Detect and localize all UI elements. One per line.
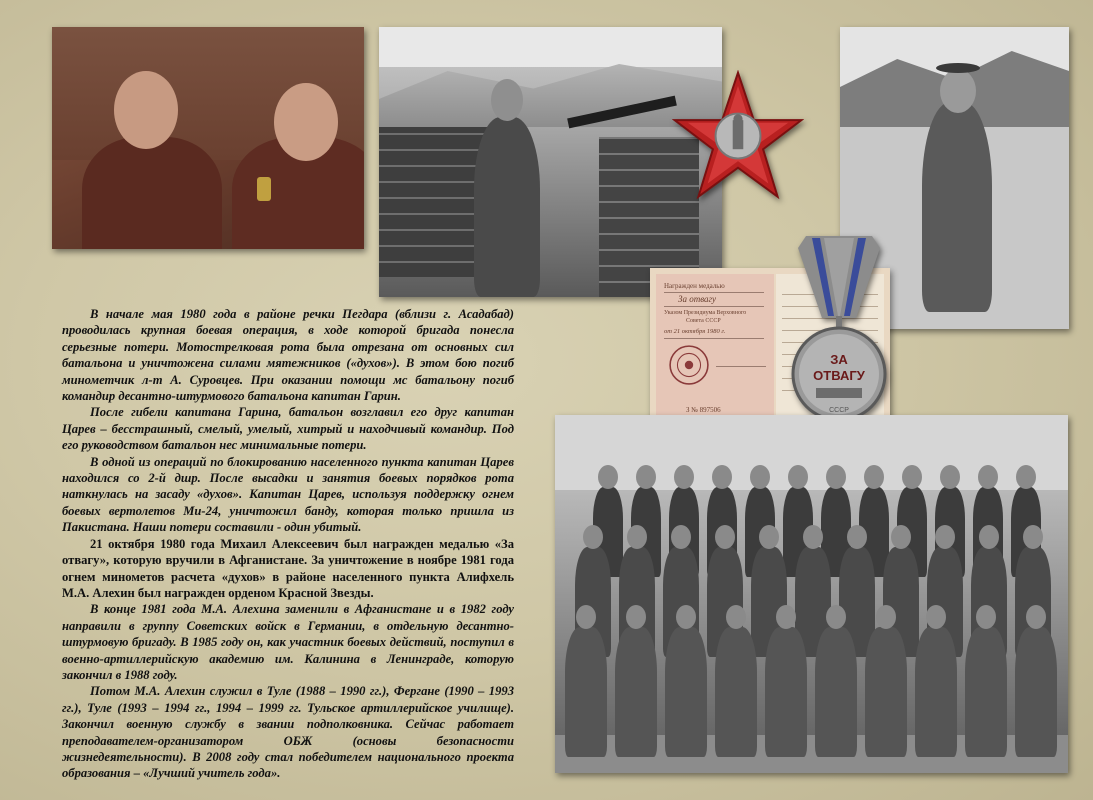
paragraph-3: В одной из операций по блокированию населенного пункта капитан Царев находился со 2-й дшр. После высадки и занятия боевых порядков рота наткнулась на засаду «духов». Капитан Царев, используя поддержку огнем боевых вертолетов Ми-24, уничтожил банду, которая только пришла из Пакистана. Наши потери составили - один убитый. (62, 454, 514, 535)
group-soldier-head (627, 525, 647, 549)
group-soldier-head (715, 525, 735, 549)
group-soldier-head (826, 605, 846, 629)
group-soldier-head (726, 605, 746, 629)
certificate-left-page (656, 274, 774, 430)
group-soldier-head (803, 525, 823, 549)
group-soldier-head (979, 525, 999, 549)
group-soldier-head (935, 525, 955, 549)
official-stamp-icon (668, 344, 710, 386)
group-soldier (665, 627, 707, 757)
doc-medal-name: За отвагу (678, 294, 717, 304)
group-soldier-head (636, 465, 656, 489)
two-soldiers-portrait-photo (52, 27, 364, 249)
group-soldier-head (576, 605, 596, 629)
paragraph-1: В начале мая 1980 года в районе речки Пегдара (вблизи г. Асадабад) проводилась крупная боевая операция, в ходе которой бригада понесла серьезные потери. Мотострелковая рота была отрезана от основных сил батальона и уничтожена силами мятежников («духов»). В этом бою погиб минометчик л-т А. Суровцев. При оказании помощи мс батальону погиб командир десантно-штурмового батальона капитан Гарин. (62, 307, 514, 404)
group-soldier-head (976, 605, 996, 629)
group-soldier-head (876, 605, 896, 629)
group-soldier-head (583, 525, 603, 549)
group-soldier-head (626, 605, 646, 629)
soldier-machine-gun-photo (379, 27, 722, 297)
red-star-order-icon (672, 70, 804, 202)
article-text (62, 306, 514, 782)
group-soldier (815, 627, 857, 757)
group-soldier-head (676, 605, 696, 629)
medal-mark-text: СССР (829, 407, 849, 414)
doc-line-4: Совета СССР (686, 318, 721, 324)
group-soldier-head (759, 525, 779, 549)
group-soldier-head (712, 465, 732, 489)
courage-medal-icon (784, 232, 894, 432)
group-soldier-head (1026, 605, 1046, 629)
group-soldier (1015, 627, 1057, 757)
doc-number: З № 897506 (686, 406, 721, 414)
group-soldier-head (978, 465, 998, 489)
group-soldier-head (847, 525, 867, 549)
paragraph-6: Потом М.А. Алехин служил в Туле (1988 – 1990 гг.), Фергане (1990 – 1993 гг.), Туле (1993 – 1994 гг., 1994 – 1999 гг. Тульское артиллерийское училище). Закончил военную службу в звании подполковника. Сейчас работает преподавателем-организатором ОБЖ (основы безопасности жизнедеятельности). В 2008 году стал победителем национального проекта образования – «Лучший учитель года». (62, 684, 514, 781)
group-soldier (615, 627, 657, 757)
group-soldier (565, 627, 607, 757)
doc-date: от 21 октября 1980 г. (664, 328, 726, 335)
medal-top-text: ЗА (830, 352, 848, 367)
medal-bottom-text: ОТВАГУ (813, 368, 865, 383)
group-soldier (865, 627, 907, 757)
group-soldier (765, 627, 807, 757)
group-soldier-head (891, 525, 911, 549)
group-soldier-head (674, 465, 694, 489)
group-soldier-head (750, 465, 770, 489)
group-soldier-head (926, 605, 946, 629)
group-soldier-head (776, 605, 796, 629)
group-soldier-head (788, 465, 808, 489)
doc-line-3: Указом Президиума Верховного (664, 310, 747, 316)
paragraph-2: После гибели капитана Гарина, батальон возглавил его друг капитан Царев – бесстрашный, смелый, умелый, хитрый и находчивый командир. Под его руководством батальон нес минимальные потери. (62, 405, 514, 453)
group-soldier-head (1016, 465, 1036, 489)
group-soldier (715, 627, 757, 757)
group-photo (555, 415, 1068, 773)
group-soldier-head (826, 465, 846, 489)
paragraph-4: 21 октября 1980 года Михаил Алексеевич был награжден медалью «За отвагу», которую вручили в Афганистане. За уничтожение в ноябре 1981 года огнем минометов расчета «духов» в районе населенного пункта Алифхель М.А. Алехин был награжден орденом Красной Звезды. (62, 536, 514, 600)
group-soldier-head (864, 465, 884, 489)
group-soldier-head (940, 465, 960, 489)
group-soldier-head (598, 465, 618, 489)
group-soldier-head (902, 465, 922, 489)
group-soldier-head (671, 525, 691, 549)
group-soldier-head (1023, 525, 1043, 549)
paragraph-5: В конце 1981 года М.А. Алехина заменили в Афганистане и в 1982 году направили в группу Советских войск в Германии, в отдельную десантно-штурмовую бригаду. В 1985 году он, как участник боевых действий, поступил в военно-артиллерийскую академию им. Калинина в Ленинграде, которую закончил в 1988 году. (62, 602, 514, 682)
doc-line-1: Награжден медалью (664, 282, 725, 290)
group-soldier (965, 627, 1007, 757)
group-soldier (915, 627, 957, 757)
